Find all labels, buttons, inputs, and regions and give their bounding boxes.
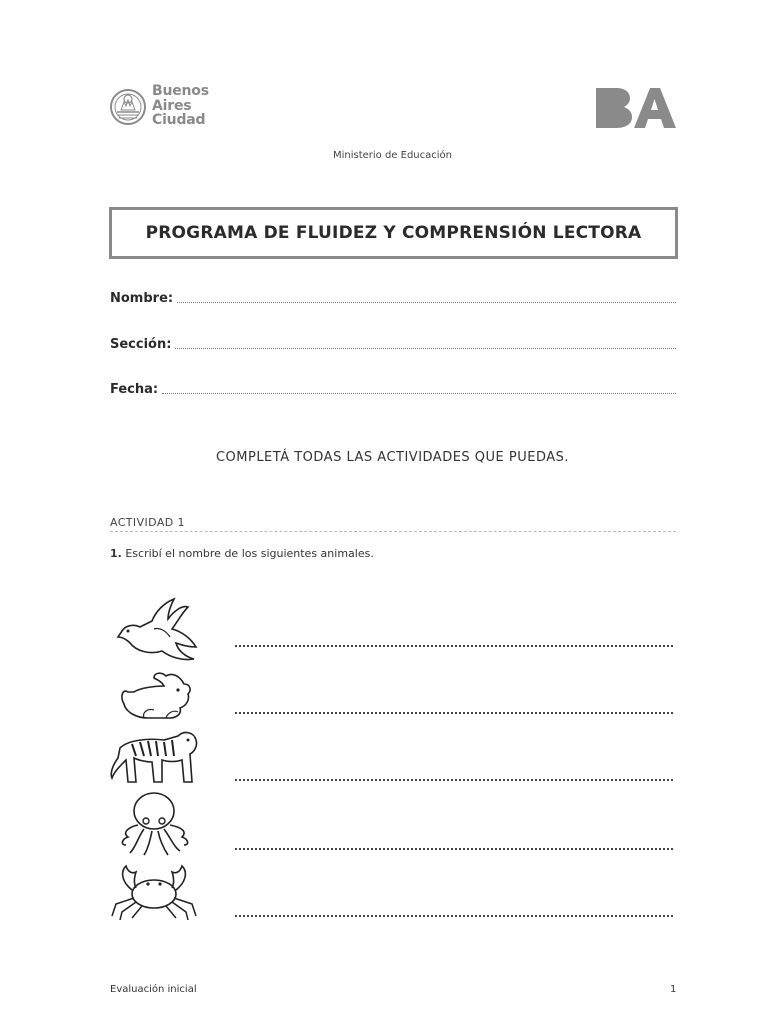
page-number: 1 bbox=[670, 984, 677, 995]
activity-label: ACTIVIDAD 1 bbox=[110, 516, 185, 529]
octopus-icon bbox=[108, 791, 200, 857]
page-title: PROGRAMA DE FLUIDEZ Y COMPRENSIÓN LECTORA bbox=[145, 223, 642, 243]
answer-line-2[interactable] bbox=[235, 712, 673, 714]
answer-line-5[interactable] bbox=[235, 915, 673, 917]
question-1 bbox=[110, 547, 374, 560]
date-label: Fecha: bbox=[110, 382, 159, 397]
tiger-icon bbox=[108, 726, 200, 788]
dove-icon bbox=[108, 597, 200, 663]
section-label: Sección: bbox=[110, 337, 172, 352]
answer-line-4[interactable] bbox=[235, 848, 673, 850]
name-field[interactable] bbox=[110, 291, 676, 306]
section-field[interactable] bbox=[110, 337, 676, 352]
date-field[interactable] bbox=[110, 382, 676, 397]
city-wordmark: Buenos Aires Ciudad bbox=[152, 83, 209, 128]
date-line[interactable] bbox=[162, 393, 676, 394]
footer-title: Evaluación inicial bbox=[110, 984, 197, 995]
crab-icon bbox=[108, 862, 200, 922]
name-line[interactable] bbox=[177, 302, 676, 303]
ministry-label: Ministerio de Educación bbox=[332, 150, 453, 161]
answer-line-3[interactable] bbox=[235, 779, 673, 781]
section-line[interactable] bbox=[175, 348, 676, 349]
rabbit-icon bbox=[108, 668, 200, 722]
question-text: Escribí el nombre de los siguientes animales. bbox=[125, 547, 374, 560]
city-seal-icon bbox=[109, 84, 149, 130]
question-number: 1. bbox=[110, 547, 122, 560]
answer-line-1[interactable] bbox=[235, 645, 673, 647]
ba-logo-icon bbox=[594, 86, 678, 130]
instruction-text: COMPLETÁ TODAS LAS ACTIVIDADES QUE PUEDAS. bbox=[215, 450, 570, 465]
program-title-box bbox=[109, 207, 678, 259]
activity-divider bbox=[110, 531, 676, 532]
name-label: Nombre: bbox=[110, 291, 174, 306]
